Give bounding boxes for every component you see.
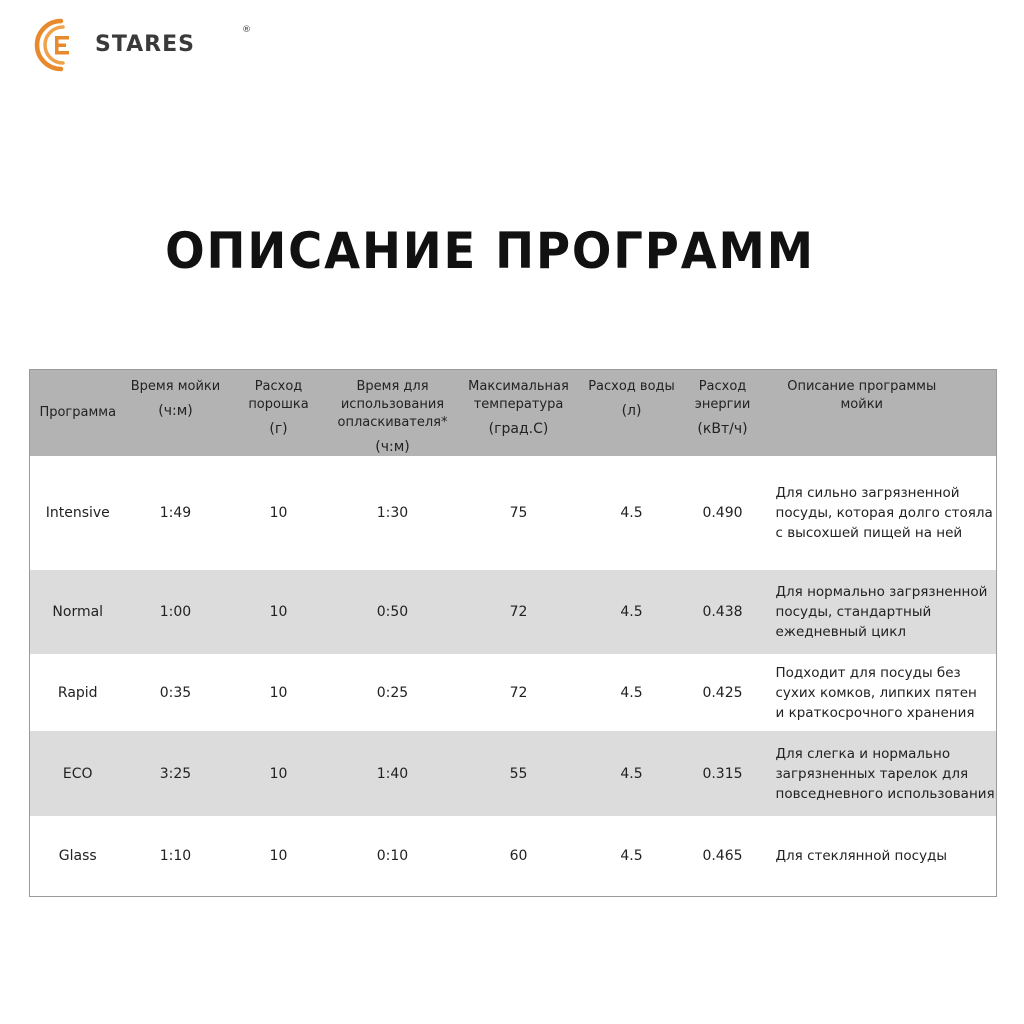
description-line: Для слегка и нормально bbox=[775, 745, 951, 762]
cell-rinse-time: 0:10 bbox=[376, 847, 409, 864]
cell-water: 4.5 bbox=[620, 684, 643, 701]
table-body bbox=[30, 456, 997, 896]
column-header-label: Расход воды bbox=[588, 379, 675, 394]
cell-powder: 10 bbox=[269, 505, 288, 521]
cell-energy: 0.438 bbox=[702, 604, 743, 620]
cell-water: 4.5 bbox=[620, 765, 643, 782]
cell-description bbox=[766, 456, 997, 570]
column-header-water bbox=[584, 370, 680, 457]
table-row bbox=[30, 816, 997, 896]
cell-energy: 0.425 bbox=[702, 684, 743, 701]
description-line: загрязненных тарелок для bbox=[775, 765, 969, 782]
cell-max-temp: 72 bbox=[509, 684, 528, 701]
description-line: сухих комков, липких пятен bbox=[775, 684, 977, 701]
page-title: ОПИСАНИЕ ПРОГРАММ bbox=[165, 222, 815, 280]
cell-max-temp: 72 bbox=[509, 604, 528, 620]
cell-max-temp: 60 bbox=[509, 847, 528, 864]
cell-energy: 0.490 bbox=[702, 505, 743, 521]
cell-program: Intensive bbox=[45, 505, 110, 521]
column-header-energy bbox=[680, 370, 766, 457]
cell-water: 4.5 bbox=[620, 604, 643, 620]
cell-powder: 10 bbox=[269, 847, 288, 864]
column-header-label: Программа bbox=[39, 405, 117, 420]
cell-water: 4.5 bbox=[620, 847, 643, 864]
cell-energy: 0.465 bbox=[702, 847, 743, 864]
table-row bbox=[30, 570, 997, 654]
brand-logo bbox=[33, 17, 251, 73]
cell-max-temp: 55 bbox=[509, 765, 528, 782]
brand-name: STARES bbox=[95, 32, 195, 57]
cell-wash-time: 1:49 bbox=[159, 505, 192, 521]
registered-mark: ® bbox=[242, 25, 251, 35]
cell-rinse-time: 1:30 bbox=[376, 505, 409, 521]
cell-rinse-time: 0:50 bbox=[376, 604, 409, 620]
column-header-unit: (ч:м) bbox=[158, 403, 193, 419]
cell-energy: 0.315 bbox=[702, 765, 743, 782]
cell-description bbox=[766, 816, 997, 896]
column-header-rinse-time bbox=[332, 370, 454, 457]
column-header-powder bbox=[226, 370, 332, 457]
column-header-unit: (кВт/ч) bbox=[697, 421, 748, 437]
table-header-row bbox=[30, 370, 997, 457]
column-header-unit: (г) bbox=[269, 421, 288, 437]
column-header-label: Расход порошка bbox=[248, 379, 309, 412]
column-header-label: Описание программы мойки bbox=[787, 379, 937, 412]
cell-rinse-time: 1:40 bbox=[376, 765, 409, 782]
column-header-label: Время мойки bbox=[130, 379, 221, 394]
cell-description bbox=[766, 654, 997, 731]
description-line: Подходит для посуды без bbox=[775, 664, 961, 681]
cell-powder: 10 bbox=[269, 765, 288, 782]
cell-program: Glass bbox=[58, 847, 97, 864]
cell-description bbox=[766, 731, 997, 816]
cell-program: Rapid bbox=[57, 684, 98, 701]
column-header-wash-time bbox=[126, 370, 226, 457]
cell-wash-time: 0:35 bbox=[159, 684, 192, 701]
cell-max-temp: 75 bbox=[509, 505, 528, 521]
cell-wash-time: 1:00 bbox=[159, 604, 192, 620]
column-header-unit: (град.С) bbox=[488, 421, 549, 437]
column-header-description bbox=[766, 370, 997, 457]
description-line: посуды, которая долго стояла bbox=[775, 505, 993, 521]
description-line: и краткосрочного хранения bbox=[775, 704, 975, 721]
description-line: с высохшей пищей на ней bbox=[775, 525, 963, 541]
cell-powder: 10 bbox=[269, 684, 288, 701]
description-line: Для нормально загрязненной bbox=[775, 584, 988, 600]
column-header-label: Время для использования опласкивателя* bbox=[337, 379, 448, 430]
programs-table bbox=[29, 369, 997, 897]
description-line: Для стеклянной посуды bbox=[775, 847, 948, 864]
table-row bbox=[30, 456, 997, 570]
description-line: повседневного использования bbox=[775, 785, 995, 802]
cell-powder: 10 bbox=[269, 604, 288, 620]
description-line: Для сильно загрязненной bbox=[775, 485, 960, 501]
description-line: посуды, стандартный bbox=[775, 604, 932, 620]
column-header-program bbox=[30, 370, 126, 457]
column-header-max-temp bbox=[454, 370, 584, 457]
cell-wash-time: 1:10 bbox=[159, 847, 192, 864]
column-header-unit: (ч:м) bbox=[375, 439, 410, 455]
table-row bbox=[30, 731, 997, 816]
cell-wash-time: 3:25 bbox=[159, 765, 192, 782]
cell-description bbox=[766, 570, 997, 654]
column-header-unit: (л) bbox=[621, 403, 642, 419]
cell-rinse-time: 0:25 bbox=[376, 684, 409, 701]
table-row bbox=[30, 654, 997, 731]
column-header-label: Максимальная температура bbox=[468, 379, 569, 412]
cell-program: Normal bbox=[52, 604, 104, 620]
estares-logo-icon bbox=[33, 17, 89, 73]
description-line: ежедневный цикл bbox=[775, 624, 906, 640]
cell-water: 4.5 bbox=[620, 505, 643, 521]
column-header-label: Расход энергии bbox=[694, 379, 751, 412]
cell-program: ECO bbox=[62, 765, 93, 782]
